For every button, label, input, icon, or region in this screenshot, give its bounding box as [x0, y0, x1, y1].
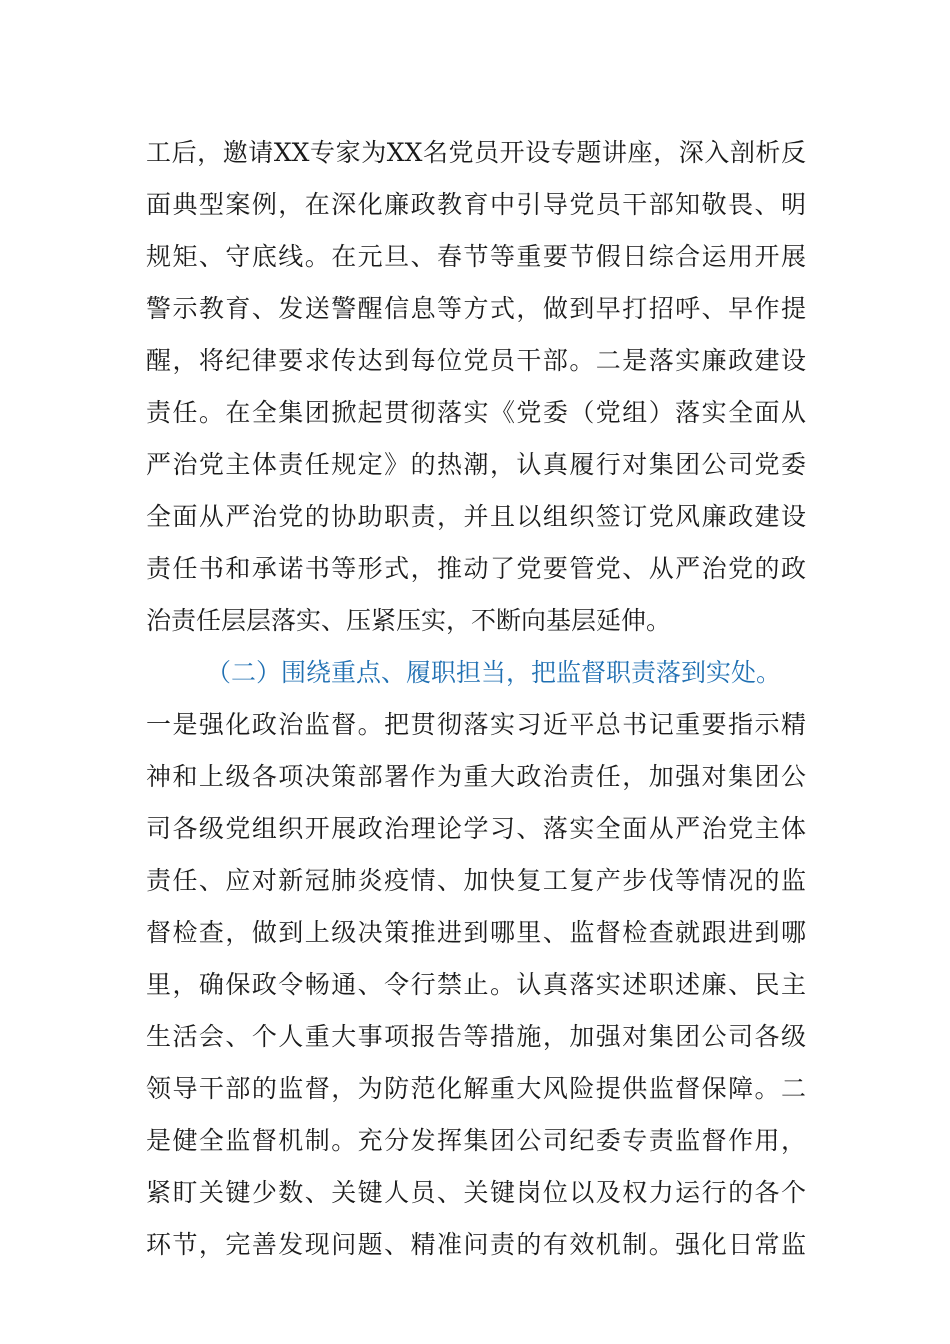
text-line: 一是强化政治监督。把贯彻落实习近平总书记重要指示精 [146, 710, 806, 739]
text-line: 领导干部的监督，为防范化解重大风险提供监督保障。二 [146, 1074, 806, 1103]
text-line: 治责任层层落实、压紧压实，不断向基层延伸。 [146, 606, 672, 635]
text-line: 生活会、个人重大事项报告等措施，加强对集团公司各级 [146, 1022, 806, 1051]
text-line: 环节，完善发现问题、精准问责的有效机制。强化日常监 [146, 1230, 806, 1259]
text-line: 司各级党组织开展政治理论学习、落实全面从严治党主体 [146, 814, 806, 843]
text-line: 全面从严治党的协助职责，并且以组织签订党风廉政建设 [146, 502, 806, 531]
document-body [146, 127, 806, 1271]
text-line: 工后，邀请XX专家为XX名党员开设专题讲座，深入剖析反 [146, 138, 806, 167]
section-heading: （二）围绕重点、履职担当，把监督职责落到实处。 [206, 658, 782, 687]
text-line: 醒，将纪律要求传达到每位党员干部。二是落实廉政建设 [146, 346, 806, 375]
text-line: 责任书和承诺书等形式，推动了党要管党、从严治党的政 [146, 554, 806, 583]
text-line: 严治党主体责任规定》的热潮，认真履行对集团公司党委 [146, 450, 806, 479]
text-line: 警示教育、发送警醒信息等方式，做到早打招呼、早作提 [146, 294, 806, 323]
text-line: 责任。在全集团掀起贯彻落实《党委（党组）落实全面从 [146, 398, 806, 427]
text-line: 责任、应对新冠肺炎疫情、加快复工复产步伐等情况的监 [146, 866, 806, 895]
text-line: 紧盯关键少数、关键人员、关键岗位以及权力运行的各个 [146, 1178, 806, 1207]
text-line: 督检查，做到上级决策推进到哪里、监督检查就跟进到哪 [146, 918, 806, 947]
text-line: 面典型案例，在深化廉政教育中引导党员干部知敬畏、明 [146, 190, 806, 219]
text-line: 神和上级各项决策部署作为重大政治责任，加强对集团公 [146, 762, 806, 791]
text-line: 是健全监督机制。充分发挥集团公司纪委专责监督作用， [146, 1126, 806, 1155]
text-line: 规矩、守底线。在元旦、春节等重要节假日综合运用开展 [146, 242, 806, 271]
text-line: 里，确保政令畅通、令行禁止。认真落实述职述廉、民主 [146, 970, 806, 999]
